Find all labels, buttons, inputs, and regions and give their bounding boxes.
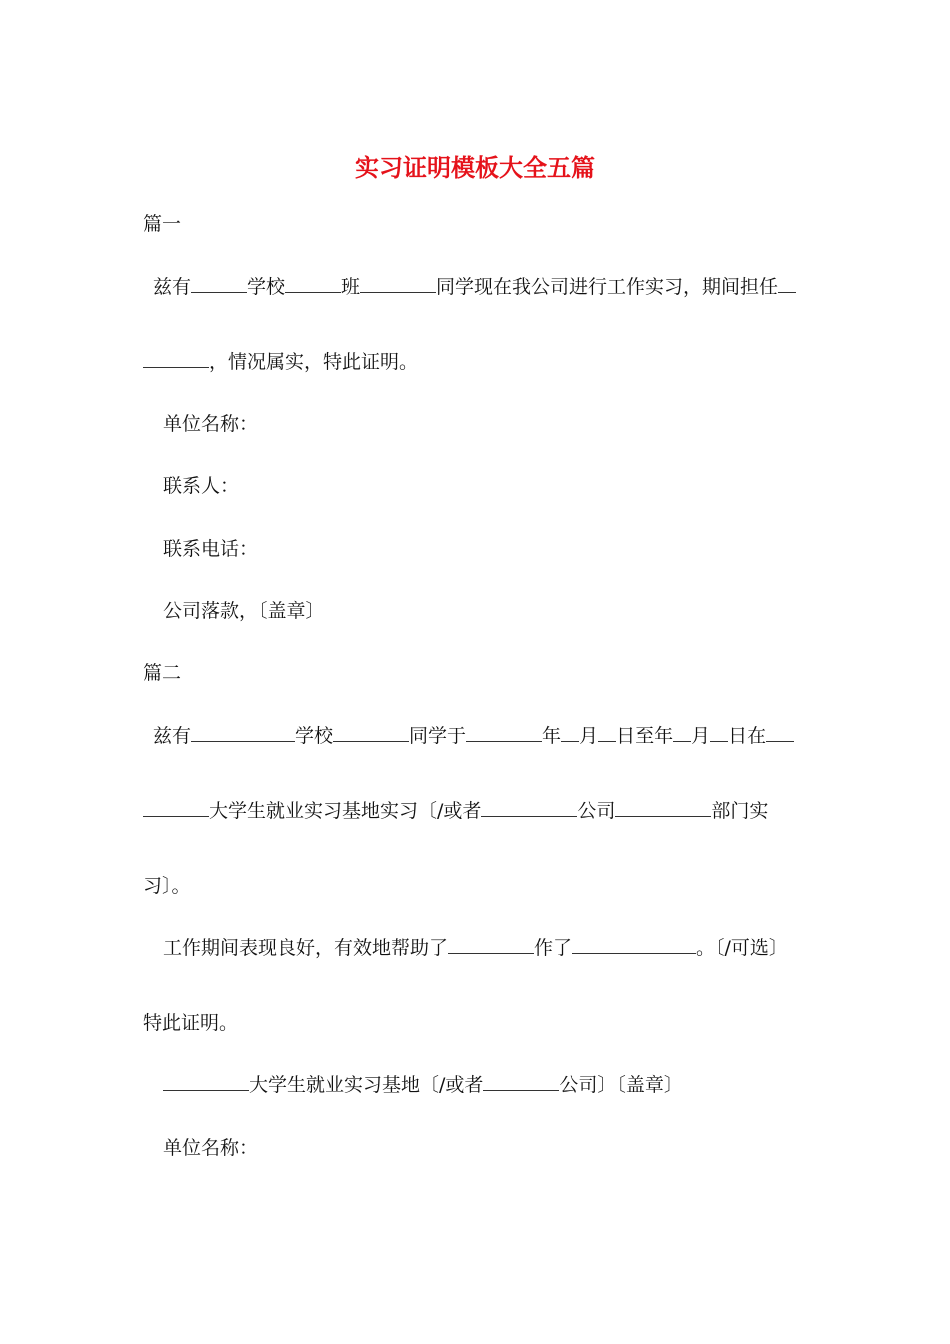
text-segment: ，情况属实，特此证明。: [209, 351, 419, 373]
text-segment: 同学现在我公司进行工作实习，期间担任: [436, 276, 779, 298]
section2-certify-text: 特此证明。: [143, 1012, 239, 1034]
fill-blank: [143, 798, 209, 817]
section1-paragraph-line2: [143, 349, 418, 375]
fill-blank: [143, 349, 209, 368]
text-segment: 日至年: [616, 725, 674, 747]
fill-blank: [572, 935, 696, 954]
text-segment: 月: [579, 725, 599, 747]
text-segment: 大学生就业实习基地〔/或者: [249, 1074, 484, 1096]
text-segment: 年: [542, 725, 562, 747]
document-title: 实习证明模板大全五篇: [355, 154, 595, 182]
text-segment: 兹有: [153, 725, 192, 747]
unit-name-label: 单位名称：: [163, 413, 259, 435]
fill-blank: [615, 798, 711, 817]
section2-paragraph2: [163, 935, 788, 961]
section2-sign-line: [163, 1072, 683, 1098]
fill-blank: [481, 798, 577, 817]
fill-blank: [778, 274, 796, 293]
text-segment: 。〔/可选〕: [696, 937, 788, 959]
text-segment: 学校: [295, 725, 334, 747]
fill-blank: [360, 274, 436, 293]
company-sign-label: 公司落款，〔盖章〕: [163, 600, 325, 622]
fill-blank: [598, 723, 616, 742]
text-segment: 作了: [534, 937, 573, 959]
fill-blank: [191, 723, 295, 742]
fill-blank: [710, 723, 728, 742]
text-segment: 班: [341, 276, 361, 298]
fill-blank: [285, 274, 341, 293]
section1-heading: 篇一: [143, 213, 182, 235]
text-segment: 工作期间表现良好，有效地帮助了: [163, 937, 449, 959]
fill-blank: [673, 723, 691, 742]
fill-blank: [333, 723, 409, 742]
text-segment: 公司〕〔盖章〕: [559, 1074, 683, 1096]
fill-blank: [561, 723, 579, 742]
fill-blank: [766, 723, 794, 742]
section2-unit-name-label: 单位名称：: [163, 1137, 259, 1159]
fill-blank: [163, 1072, 249, 1091]
text-segment: 同学于: [409, 725, 467, 747]
fill-blank: [483, 1072, 559, 1091]
section2-paragraph-line2: [143, 798, 768, 824]
text-segment: 大学生就业实习基地实习〔/或者: [209, 800, 482, 822]
fill-blank: [448, 935, 534, 954]
fill-blank: [466, 723, 542, 742]
section2-heading: 篇二: [143, 662, 182, 684]
text-segment: 月: [691, 725, 711, 747]
text-segment: 部门实: [711, 800, 769, 822]
section1-paragraph-line1: [153, 274, 796, 300]
text-segment: 学校: [247, 276, 286, 298]
text-segment: 公司: [577, 800, 616, 822]
contact-phone-label: 联系电话：: [163, 538, 259, 560]
text-segment: 兹有: [153, 276, 192, 298]
text-segment: 日在: [728, 725, 767, 747]
section2-paragraph-line1: [153, 723, 794, 749]
contact-person-label: 联系人：: [163, 475, 240, 497]
fill-blank: [191, 274, 247, 293]
section2-paragraph-line3: 习〕。: [143, 875, 191, 897]
